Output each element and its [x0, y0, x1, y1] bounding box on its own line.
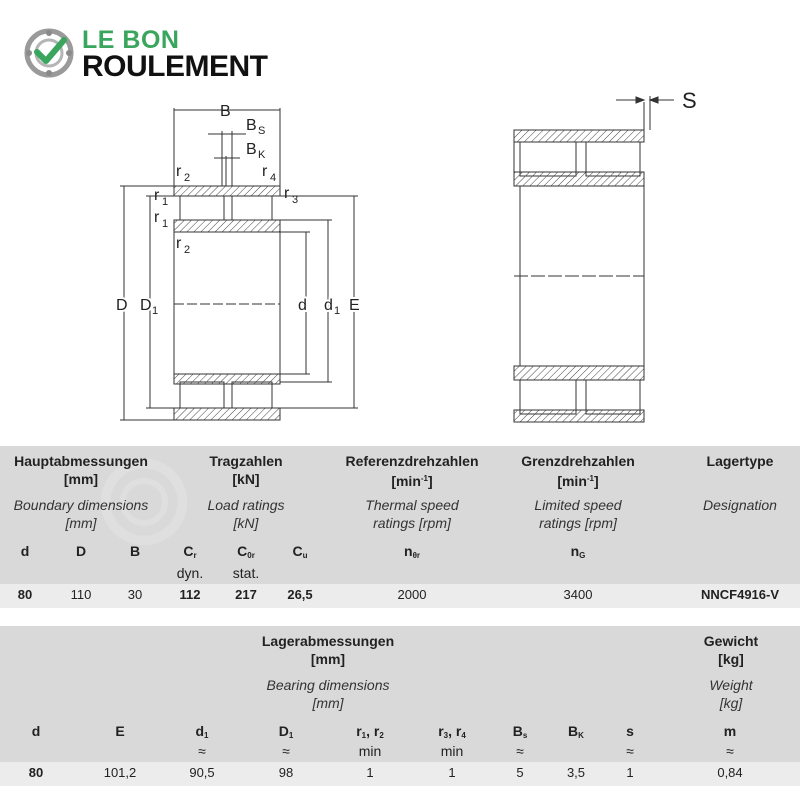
hdr-designation: Designation [703, 497, 777, 513]
val2-Bs: 5 [516, 765, 524, 780]
sym2-m: m [723, 723, 737, 739]
sym-B: B [129, 543, 141, 559]
val2-r34: 1 [448, 765, 456, 780]
hdr-lagerabmessungen: Lagerabmessungen [261, 633, 395, 649]
left-section-view [120, 108, 358, 420]
note2-s: ≈ [626, 743, 634, 759]
label-r1b-sub: 1 [162, 218, 169, 230]
unit-kg-en: [kg] [719, 695, 743, 711]
unit2-mm-en: [mm] [312, 695, 344, 711]
sym2-s: s [626, 723, 634, 739]
label-r2-top-sub: 2 [184, 172, 191, 184]
hdr-weight: Weight [709, 677, 753, 693]
sym-n-theta-r: $n_{\theta r}$ [404, 543, 420, 560]
bearing-drawing [0, 86, 800, 436]
val-ref-speed: 2000 [397, 587, 427, 602]
sym-D: D [75, 543, 87, 559]
note2-Bs: ≈ [516, 743, 524, 759]
note2-r12: min [358, 743, 382, 759]
label-r4-sub: 4 [270, 172, 277, 184]
val-d: 80 [17, 587, 33, 602]
label-r2-bottom-sub: 2 [184, 244, 191, 256]
unit2-mm-de: [mm] [310, 651, 346, 667]
hdr-tragzahlen: Tragzahlen [209, 453, 283, 469]
hdr-load-ratings: Load ratings [207, 497, 285, 513]
val-D: 110 [70, 587, 92, 602]
label-Bk: B [246, 141, 257, 158]
label-r4: r [262, 163, 268, 180]
label-r1b: r [154, 209, 160, 226]
hdr-boundary-dimensions: Boundary dimensions [13, 497, 149, 513]
unit-kn-de: [kN] [232, 471, 260, 487]
sym2-BK: $B_K$ [568, 723, 584, 740]
val2-m: 0,84 [717, 765, 743, 780]
label-r1a: r [154, 187, 160, 204]
val2-r12: 1 [366, 765, 374, 780]
hdr-limited-speed: Limited speed [534, 497, 622, 513]
sym2-E: E [115, 723, 125, 739]
label-r1a-sub: 1 [162, 196, 169, 208]
label-S: S [682, 88, 697, 113]
val2-d1: 90,5 [189, 765, 215, 780]
sym2-Bs: $B_s$ [512, 723, 528, 740]
label-Bs-sub: S [258, 125, 266, 137]
unit-min-limit: $[\min^{-1}]$ [557, 473, 599, 489]
label-d1-sub: 1 [334, 305, 341, 317]
note2-D1: ≈ [282, 743, 290, 759]
unit-min-ref: $[\min^{-1}]$ [391, 473, 433, 489]
label-B: B [220, 103, 231, 120]
label-d1: d [324, 297, 333, 314]
label-Bs: B [246, 117, 257, 134]
hdr-lagertype: Lagertype [706, 453, 774, 469]
label-d: d [298, 297, 307, 314]
sym2-d1: $d_1$ [195, 723, 209, 740]
val2-d: 80 [28, 765, 44, 780]
val-B: 30 [127, 587, 143, 602]
bearing-check-icon [24, 28, 74, 78]
hdr-gewicht: Gewicht [703, 633, 759, 649]
note-dyn: dyn. [176, 565, 204, 581]
brand-line2: ROULEMENT [82, 50, 268, 83]
val-limit-speed: 3400 [563, 587, 593, 602]
sym-nG: $n_G$ [570, 543, 586, 560]
sym-C0r: $C_{0r}$ [237, 543, 255, 560]
hdr-bearing-dimensions: Bearing dimensions [266, 677, 390, 693]
sym-Cr: $C_r$ [183, 543, 197, 560]
brand-line1: LE BON [82, 26, 180, 54]
label-r2-top: r [176, 163, 182, 180]
table1-data-row [0, 584, 800, 608]
sym2-d: d [31, 723, 41, 739]
val-C0r: 217 [235, 587, 257, 602]
hdr-referenzdrehzahlen: Referenzdrehzahlen [345, 453, 479, 469]
sym-d: d [20, 543, 30, 559]
unit-kn-en: [kN] [233, 515, 259, 531]
sym2-D1: $D_1$ [278, 723, 294, 740]
label-E: E [349, 297, 360, 314]
val2-E: 101,2 [103, 765, 137, 780]
unit-thermal-rpm: ratings [rpm] [373, 515, 451, 531]
note2-r34: min [440, 743, 464, 759]
sym-Cu: $C_u$ [292, 543, 308, 560]
hdr-hauptabmessungen: Hauptabmessungen [14, 453, 148, 469]
label-D1: D [140, 297, 152, 314]
sym2-r1-r2: $r_1$, $r_2$ [356, 723, 384, 740]
label-D: D [116, 297, 128, 314]
label-r2-bottom: r [176, 235, 182, 252]
label-D1-sub: 1 [152, 305, 159, 317]
val-designation: NNCF4916-V [700, 587, 780, 602]
table2-data-row [0, 762, 800, 786]
val2-D1: 98 [278, 765, 294, 780]
label-Bk-sub: K [258, 149, 266, 161]
right-side-view [514, 96, 674, 422]
val2-BK: 3,5 [566, 765, 586, 780]
table-main-dimensions [0, 446, 800, 606]
note2-d1: ≈ [198, 743, 206, 759]
note2-m: ≈ [726, 743, 734, 759]
unit-limited-rpm: ratings [rpm] [539, 515, 617, 531]
val2-s: 1 [626, 765, 634, 780]
note-stat: stat. [232, 565, 260, 581]
label-r3: r [284, 185, 290, 202]
unit-mm-en: [mm] [65, 515, 97, 531]
table-bearing-dimensions [0, 626, 800, 762]
unit-mm-de: [mm] [63, 471, 99, 487]
hdr-thermal-speed: Thermal speed [365, 497, 459, 513]
unit-kg-de: [kg] [718, 651, 744, 667]
label-r3-sub: 3 [292, 194, 299, 206]
val-Cu: 26,5 [287, 587, 313, 602]
sym2-r3-r4: $r_3$, $r_4$ [438, 723, 466, 740]
hdr-grenzdrehzahlen: Grenzdrehzahlen [521, 453, 635, 469]
val-Cr: 112 [179, 587, 201, 602]
